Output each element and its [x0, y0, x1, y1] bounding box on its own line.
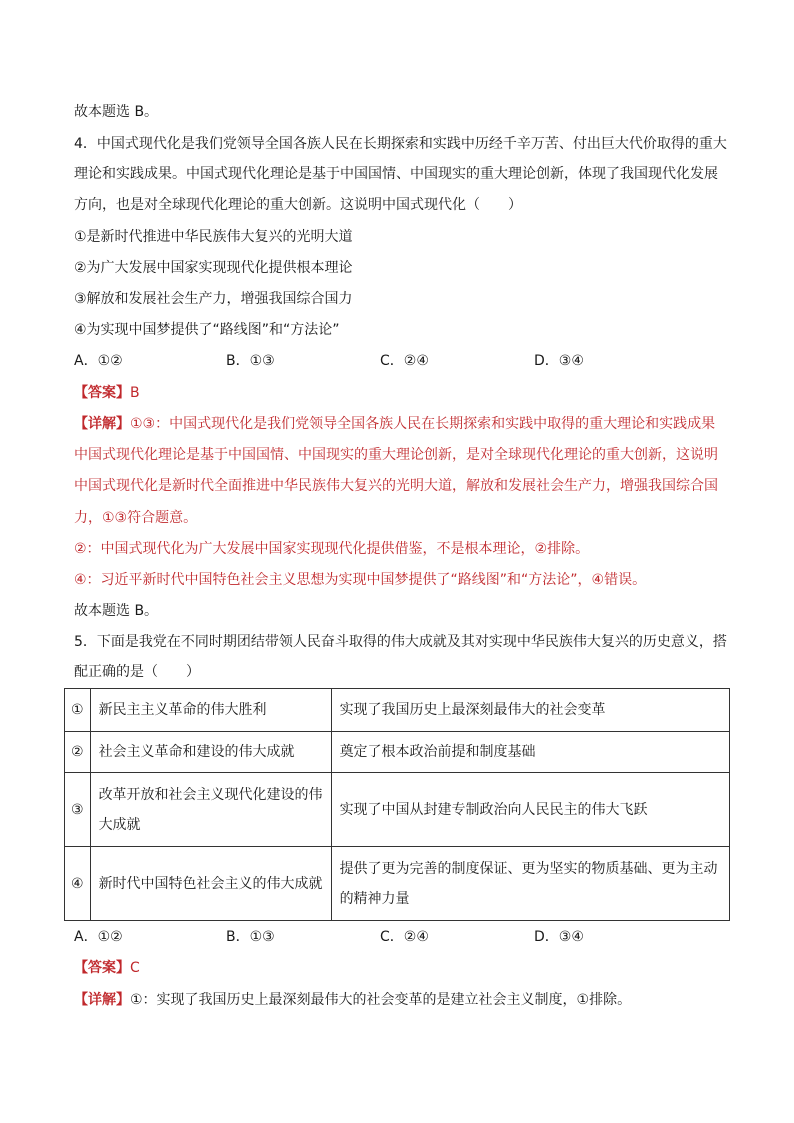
cell-line: 提供了更为完善的制度保证、更为坚实的物质基础、更为主动: [339, 860, 718, 877]
row-number: ①: [65, 689, 91, 732]
q4-explanation-line-2: 中国式现代化理论是基于中国国情、中国现实的重大理论创新，是对全球现代化理论的重大创新，这说明: [74, 447, 718, 463]
significance-cell: 实现了我国历史上最深刻最伟大的社会变革: [331, 689, 729, 732]
q4-options: [74, 351, 754, 371]
q5-option-d: D．③④: [534, 929, 584, 945]
q5-option-b: B．①③: [226, 929, 275, 945]
q4-statement-3: ③解放和发展社会生产力，增强我国综合国力: [74, 291, 353, 307]
q4-explanation-line-3: 中国式现代化是新时代全面推进中华民族伟大复兴的光明大道，解放和发展社会生产力，增强我国综合国: [74, 478, 718, 494]
table-row: [65, 732, 730, 773]
q4-statement-2: ②为广大发展中国家实现现代化提供根本理论: [74, 260, 353, 276]
q4-statement-4: ④为实现中国梦提供了“路线图”和“方法论”: [74, 322, 340, 338]
row-number: ②: [65, 732, 91, 773]
row-number: ④: [65, 847, 91, 921]
answer-value: B: [130, 385, 140, 401]
significance-cell: 奠定了根本政治前提和制度基础: [331, 732, 729, 773]
q5-stem-line-1: 5．下面是我党在不同时期团结带领人民奋斗取得的伟大成就及其对实现中华民族伟大复兴的历史意义，搭: [74, 634, 727, 650]
q4-statement-1: ①是新时代推进中华民族伟大复兴的光明大道: [74, 229, 353, 245]
q5-option-a: A．①②: [74, 929, 123, 945]
conclusion-3: 故本题选 B。: [74, 104, 159, 120]
q4-stem-line-1: 4．中国式现代化是我们党领导全国各族人民在长期探索和实践中历经千辛万苦、付出巨大代价取得的重大: [74, 136, 727, 152]
row-number: ③: [65, 773, 91, 847]
explanation-tag: 【详解】: [74, 992, 130, 1008]
q4-explanation-line-1: [74, 414, 715, 434]
achievement-cell: 社会主义革命和建设的伟大成就: [90, 732, 331, 773]
q4-option-a: A．①②: [74, 353, 123, 369]
achievement-cell: [90, 773, 331, 847]
q5-matching-table: [64, 688, 730, 921]
q4-answer: [74, 383, 140, 403]
cell-line: 大成就: [98, 816, 141, 833]
table-row: [65, 689, 730, 732]
q5-stem-line-2: 配正确的是（ ）: [74, 664, 200, 680]
conclusion-4: 故本题选 B。: [74, 603, 159, 619]
q4-stem-line-3: 方向，也是对全球现代化理论的重大创新。这说明中国式现代化（ ）: [74, 197, 522, 213]
q4-explanation-line-6: ④：习近平新时代中国特色社会主义思想为实现中国梦提供了“路线图”和“方法论”，④错误。: [74, 572, 647, 588]
achievement-cell: 新民主主义革命的伟大胜利: [90, 689, 331, 732]
answer-value: C: [130, 960, 140, 976]
table-row: [65, 773, 730, 847]
table-row: [65, 847, 730, 921]
achievement-cell: 新时代中国特色社会主义的伟大成就: [90, 847, 331, 921]
q4-option-b: B．①③: [226, 353, 275, 369]
explanation-text: ①：实现了我国历史上最深刻最伟大的社会变革的是建立社会主义制度，①排除。: [130, 992, 632, 1008]
significance-cell: [331, 847, 729, 921]
answer-tag: 【答案】: [74, 385, 130, 401]
q5-option-c: C．②④: [380, 929, 429, 945]
q4-option-d: D．③④: [534, 353, 584, 369]
q5-explanation-line-1: [74, 990, 631, 1010]
q4-explanation-line-4: 力，①③符合题意。: [74, 510, 198, 526]
cell-line: 改革开放和社会主义现代化建设的伟: [98, 786, 323, 803]
q4-stem-line-2: 理论和实践成果。中国式现代化理论是基于中国国情、中国现实的重大理论创新，体现了我国现代化发展: [74, 166, 718, 182]
q5-options: [74, 927, 754, 947]
q4-explanation-line-5: ②：中国式现代化为广大发展中国家实现现代化提供借鉴，不是根本理论，②排除。: [74, 541, 590, 557]
cell-line: 的精神力量: [339, 890, 410, 907]
answer-tag: 【答案】: [74, 960, 130, 976]
significance-cell: 实现了中国从封建专制政治向人民民主的伟大飞跃: [331, 773, 729, 847]
explanation-text: ①③：中国式现代化是我们党领导全国各族人民在长期探索和实践中取得的重大理论和实践成果: [130, 416, 716, 432]
q5-answer: [74, 958, 140, 978]
q4-option-c: C．②④: [380, 353, 429, 369]
explanation-tag: 【详解】: [74, 416, 130, 432]
